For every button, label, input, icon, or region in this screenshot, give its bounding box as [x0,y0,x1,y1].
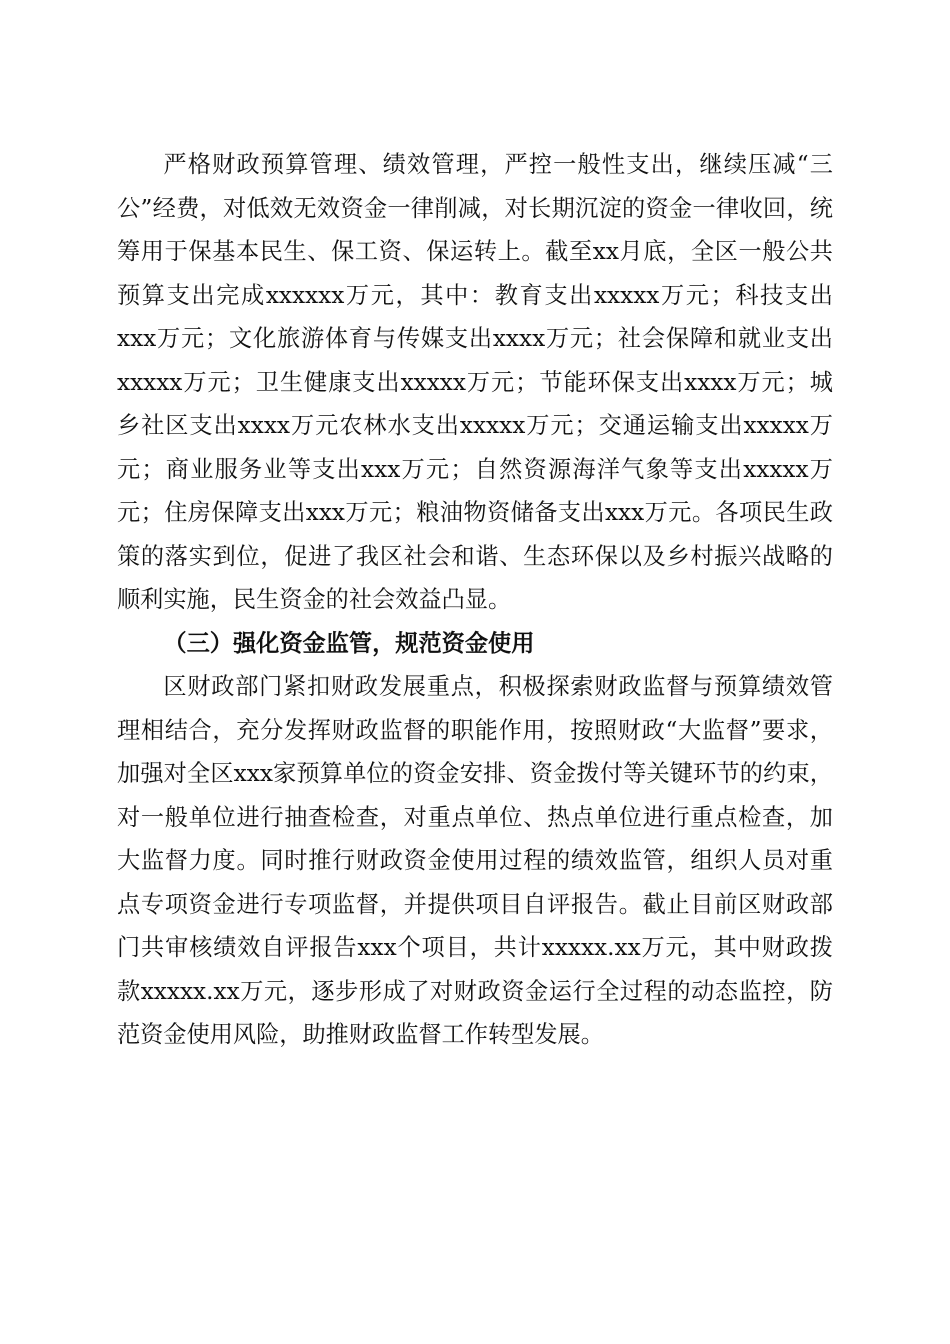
body-paragraph: 区财政部门紧扣财政发展重点，积极探索财政监督与预算绩效管理相结合，充分发挥财政监督的职能作用，按照财政“大监督”要求，加强对全区xxx家预算单位的资金安排、资金拨付等关键环节的约束，对一般单位进行抽查检查，对重点单位、热点单位进行重点检查，加大监督力度。同时推行财政资金使用过程的绩效监管，组织人员对重点专项资金进行专项监督，并提供项目自评报告。截止目前区财政部门共审核绩效自评报告xxx个项目，共计xxxxx.xx万元，其中财政拨款xxxxx.xx万元，逐步形成了对财政资金运行全过程的动态监控，防范资金使用风险，助推财政监督工作转型发展。 [117,673,833,1048]
section-heading: （三）强化资金监管，规范资金使用 [163,629,535,657]
body-paragraph: 严格财政预算管理、绩效管理，严控一般性支出，继续压减“三公”经费，对低效无效资金一律削减，对长期沉淀的资金一律收回，统筹用于保基本民生、保工资、保运转上。截至xx月底，全区一般公共预算支出完成xxxxxx万元，其中：教育支出xxxxx万元；科技支出xxx万元；文化旅游体育与传媒支出xxxx万元；社会保障和就业支出xxxxx万元；卫生健康支出xxxxx万元；节能环保支出xxxx万元；城乡社区支出xxxx万元农林水支出xxxxx万元；交通运输支出xxxxx万元；商业服务业等支出xxx万元；自然资源海洋气象等支出xxxxx万元；住房保障支出xxx万元；粮油物资储备支出xxx万元。各项民生政策的落实到位，促进了我区社会和谐、生态环保以及乡村振兴战略的顺利实施，民生资金的社会效益凸显。 [117,151,833,613]
document-page [117,143,833,1057]
